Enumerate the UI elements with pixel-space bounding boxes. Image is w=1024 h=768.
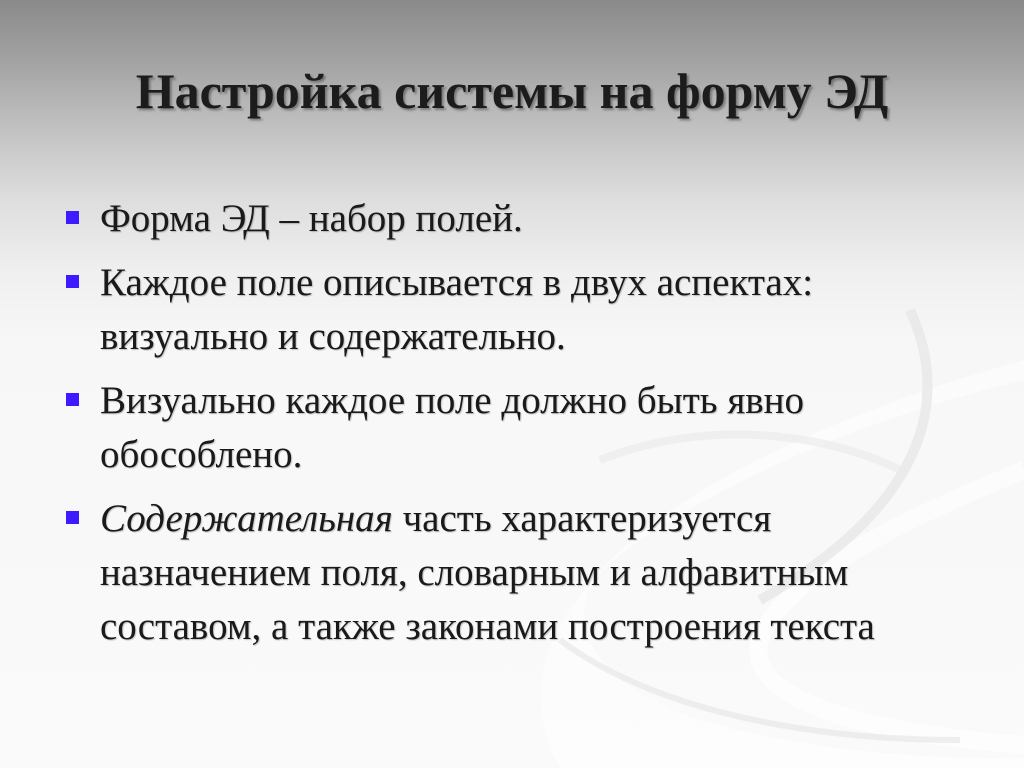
bullet-text: Визуально каждое поле должно быть явно обособлено.: [100, 379, 805, 476]
square-bullet-icon: [66, 275, 79, 288]
bullet-item: [100, 374, 980, 482]
bullet-list: [100, 192, 980, 664]
bullet-text: часть характеризуется назначением поля, словарным и алфавитным составом, а также законами построения текста: [100, 497, 875, 648]
bullet-emphasis: Содержательная: [100, 497, 393, 540]
square-bullet-icon: [66, 511, 79, 524]
bullet-text: Каждое поле описывается в двух аспектах: визуально и содержательно.: [100, 261, 814, 358]
bullet-item: [100, 192, 980, 246]
slide-title: Настройка системы на форму ЭД: [135, 63, 889, 119]
square-bullet-icon: [66, 211, 79, 224]
bullet-item: [100, 492, 980, 654]
bullet-item: [100, 256, 980, 364]
square-bullet-icon: [66, 393, 79, 406]
bullet-text: Форма ЭД – набор полей.: [100, 197, 523, 240]
